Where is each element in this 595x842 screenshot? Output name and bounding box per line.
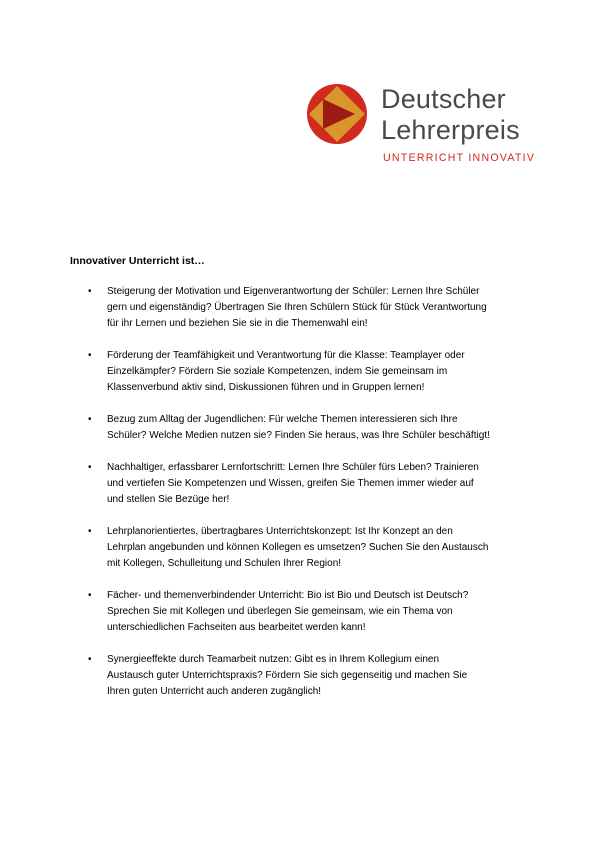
list-item-text-line: Schüler? Welche Medien nutzen sie? Finden Sie heraus, was Ihre Schüler beschäftigt! — [107, 430, 490, 441]
list-item-text-line: für ihr Lernen und beziehen Sie sie in die Themenwahl ein! — [107, 318, 368, 329]
list-item-text-line: Klassenverbund aktiv sind, Diskussionen führen und in Gruppen lernen! — [107, 382, 425, 393]
list-item — [70, 460, 540, 508]
list-item-text-line: und stellen Sie Bezüge her! — [107, 494, 230, 505]
bullet-icon: • — [88, 414, 92, 425]
logo-tagline: UNTERRICHT INNOVATIV — [383, 152, 536, 164]
bullet-icon: • — [88, 350, 92, 361]
bullet-icon: • — [88, 526, 92, 537]
bullet-icon: • — [88, 654, 92, 665]
list-item — [70, 348, 540, 396]
list-item-text-line: gern und eigenständig? Übertragen Sie Ihren Schülern Stück für Stück Verantwortung — [107, 302, 487, 313]
list-item — [70, 412, 540, 444]
bullet-icon: • — [88, 590, 92, 601]
bullet-list — [70, 284, 540, 716]
list-item — [70, 652, 540, 700]
list-item-text-line: Ihren guten Unterricht auch anderen zugänglich! — [107, 686, 322, 697]
deutscher-lehrerpreis-logo — [306, 80, 546, 170]
list-item-text-line: Nachhaltiger, erfassbarer Lernfortschritt: Lernen Ihre Schüler fürs Leben? Trainieren — [107, 462, 479, 473]
list-item-text-line: Sprechen Sie mit Kollegen und überlegen Sie gemeinsam, wie ein Thema von — [107, 606, 453, 617]
list-item-text-line: Lehrplan angebunden und können Kollegen es umsetzen? Suchen Sie den Austausch — [107, 542, 489, 553]
logo-text-line-1: Deutscher — [381, 84, 506, 114]
list-item-text-line: unterschiedlichen Fachseiten aus bearbeitet werden kann! — [107, 622, 366, 633]
logo-emblem-icon — [306, 83, 368, 145]
list-item-text-line: Lehrplanorientiertes, übertragbares Unterrichtskonzept: Ist Ihr Konzept an den — [107, 526, 453, 537]
list-item — [70, 588, 540, 636]
list-item — [70, 284, 540, 332]
list-item-text-line: Synergieeffekte durch Teamarbeit nutzen: Gibt es in Ihrem Kollegium einen — [107, 654, 440, 665]
list-item — [70, 524, 540, 572]
list-item-text-line: und vertiefen Sie Kompetenzen und Wissen, greifen Sie Themen immer wieder auf — [107, 478, 474, 489]
logo-text-line-2: Lehrerpreis — [381, 115, 520, 145]
list-item-text-line: Austausch guter Unterrichtspraxis? Fördern Sie sich gegenseitig und machen Sie — [107, 670, 468, 681]
list-item-text-line: Einzelkämpfer? Fördern Sie soziale Kompetenzen, indem Sie gemeinsam im — [107, 366, 448, 377]
section-heading: Innovativer Unterricht ist… — [70, 255, 205, 267]
list-item-text-line: Steigerung der Motivation und Eigenverantwortung der Schüler: Lernen Ihre Schüler — [107, 286, 480, 297]
bullet-icon: • — [88, 462, 92, 473]
bullet-icon: • — [88, 286, 92, 297]
list-item-text-line: mit Kollegen, Schulleitung und Schulen Ihrer Region! — [107, 558, 342, 569]
list-item-text-line: Fächer- und themenverbindender Unterricht: Bio ist Bio und Deutsch ist Deutsch? — [107, 590, 469, 601]
list-item-text-line: Bezug zum Alltag der Jugendlichen: Für welche Themen interessieren sich Ihre — [107, 414, 458, 425]
list-item-text-line: Förderung der Teamfähigkeit und Verantwortung für die Klasse: Teamplayer oder — [107, 350, 465, 361]
